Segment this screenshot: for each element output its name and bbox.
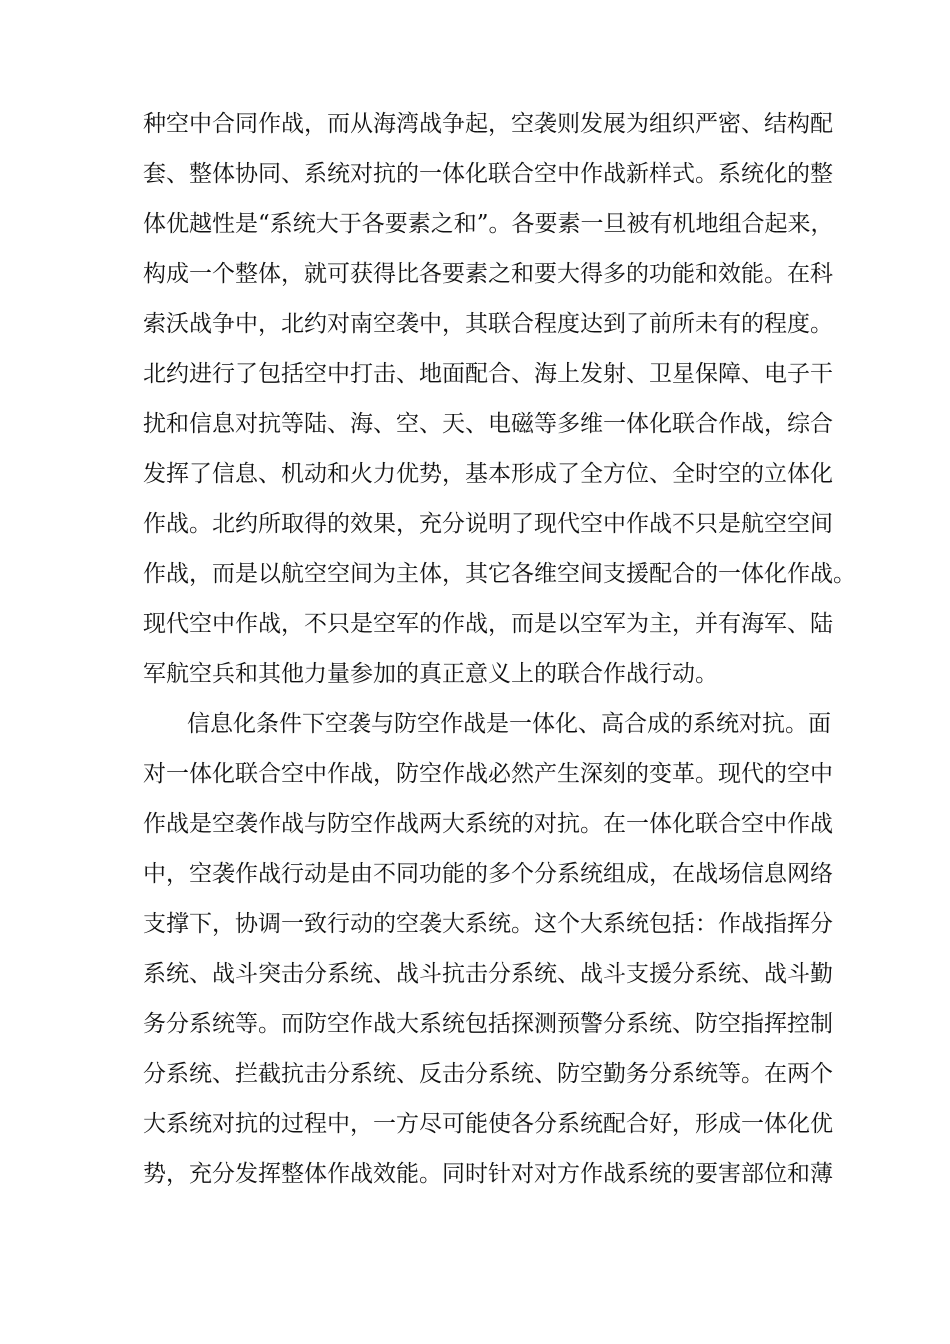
text-line: 索沃战争中，北约对南空袭中，其联合程度达到了前所未有的程度。 bbox=[143, 311, 833, 337]
text-line: 作战是空袭作战与防空作战两大系统的对抗。在一体化联合空中作战 bbox=[143, 811, 833, 837]
text-line: 势，充分发挥整体作战效能。同时针对对方作战系统的要害部位和薄 bbox=[143, 1161, 833, 1187]
text-line: 大系统对抗的过程中，一方尽可能使各分系统配合好，形成一体化优 bbox=[143, 1111, 833, 1137]
text-line: 支撑下，协调一致行动的空袭大系统。这个大系统包括：作战指挥分 bbox=[143, 911, 833, 937]
text-line: 体优越性是“系统大于各要素之和”。各要素一旦被有机地组合起来， bbox=[143, 211, 834, 237]
text-line: 中，空袭作战行动是由不同功能的多个分系统组成，在战场信息网络 bbox=[143, 861, 833, 887]
text-line: 作战，而是以航空空间为主体，其它各维空间支援配合的一体化作战。 bbox=[143, 561, 856, 587]
text-line: 信息化条件下空袭与防空作战是一体化、高合成的系统对抗。面 bbox=[187, 711, 831, 737]
text-line: 发挥了信息、机动和火力优势，基本形成了全方位、全时空的立体化 bbox=[143, 461, 833, 487]
text-line: 务分系统等。而防空作战大系统包括探测预警分系统、防空指挥控制 bbox=[143, 1011, 833, 1037]
text-line: 种空中合同作战，而从海湾战争起，空袭则发展为组织严密、结构配 bbox=[143, 111, 833, 137]
text-line: 分系统、拦截抗击分系统、反击分系统、防空勤务分系统等。在两个 bbox=[143, 1061, 833, 1087]
body-text bbox=[143, 99, 856, 1199]
text-line: 现代空中作战，不只是空军的作战，而是以空军为主，并有海军、陆 bbox=[143, 611, 833, 637]
text-line: 系统、战斗突击分系统、战斗抗击分系统、战斗支援分系统、战斗勤 bbox=[143, 961, 833, 987]
text-line: 构成一个整体，就可获得比各要素之和要大得多的功能和效能。在科 bbox=[143, 261, 833, 287]
text-line: 军航空兵和其他力量参加的真正意义上的联合作战行动。 bbox=[143, 661, 718, 687]
text-line: 套、整体协同、系统对抗的一体化联合空中作战新样式。系统化的整 bbox=[143, 161, 833, 187]
text-line: 对一体化联合空中作战，防空作战必然产生深刻的变革。现代的空中 bbox=[143, 761, 833, 787]
text-line: 北约进行了包括空中打击、地面配合、海上发射、卫星保障、电子干 bbox=[143, 361, 833, 387]
text-line: 作战。北约所取得的效果，充分说明了现代空中作战不只是航空空间 bbox=[143, 511, 833, 537]
text-line: 扰和信息对抗等陆、海、空、天、电磁等多维一体化联合作战，综合 bbox=[143, 411, 833, 437]
